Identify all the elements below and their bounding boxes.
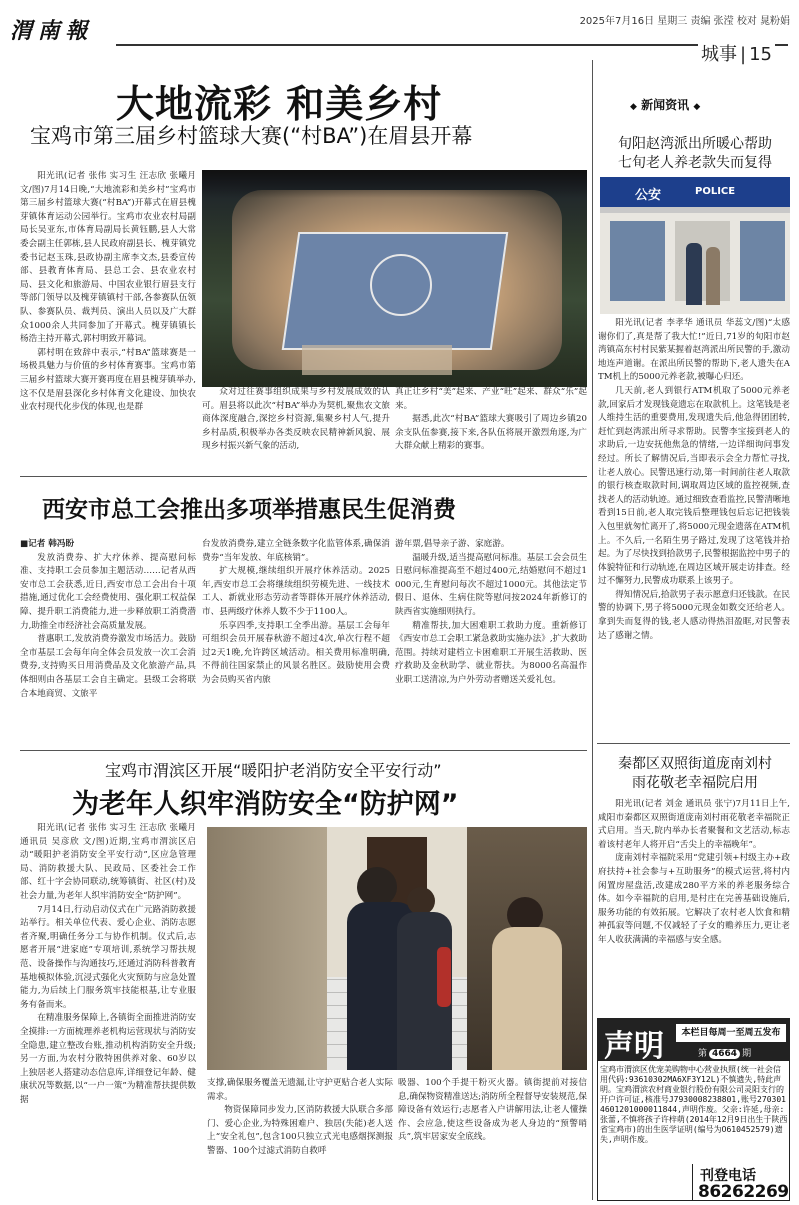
masthead-logo: 渭 南 報	[10, 18, 87, 44]
notice-issue: 第 4664 期	[698, 1049, 752, 1059]
divider	[20, 750, 587, 751]
news-column-tag: ◆ 新闻资讯 ◆	[630, 98, 701, 112]
a2-body: 游年票,倡导亲子游、家庭游。	[395, 539, 510, 549]
a3-body: 7月14日,行动启动仪式在广元路消防救援站举行。相关单位代表、爱心企业、消防志愿者齐聚,明确任务分工与协作机制。仪式后,志愿者开展“进家庭”专项培训,系统学习帮扶规范、设备操作与沟通技巧,还通过消防科普教育基地模拟体验,沉浸式强化火灾预防与应急处置能力,为后续上门服务筑牢技能根基,让专业服务有备而来。	[20, 904, 196, 1010]
a1-body: 阳光讯(记者 张伟 实习生 汪志欣 张曦月 文/图)7月14日晚,“大地流彩和美乡村”宝鸡市第三届乡村篮球大赛(“村BA”)开幕式在眉县槐芽镇体育运动公园举行。宝鸡市农业农村局副局长吴亚东,市体育局副局长黄钰鹏,县人大常委会副主任郭栋,县人民政府副县长、槐芽镇党委书记赵玉珠,县政协副主席李文杰,县委宣传部、县教育体育局、县总工会、县农业农村局、县文化和旅游局、中国农业银行眉县支行等部门领导以及槐芽镇镇村干部,各参赛队伍领队、参赛队员、裁判员、演出人员以及广大群众1000余人共同参加了开幕式。槐芽镇镇长杨浩主持开幕式,郭村明致开幕词。	[20, 171, 196, 345]
n2-body: 庞南刘村幸福院采用“党建引领+村级主办+政府扶持+社会参与+互助服务”的模式运营,将村内闲置房屋盘活,改建成280平方米的养老服务综合体。如今幸福院的启用,是村庄在完善基础设施后,服务功能的有效拓展。它解决了农村老人饮食和精神孤寂等问题,不仅减轻了子女的赡养压力,更让老年人收获满满的幸福感与安全感。	[598, 853, 790, 945]
a3-col1	[20, 822, 196, 1202]
hotline-number: 86262269	[698, 1182, 789, 1202]
a2-body: 普惠职工,发放消费券激发市场活力。鼓励全市基层工会每年向全体会员发放一次工会消费券,支持购买日用消费品及文化旅游产品,具体细则由各基层工会自主确定。县级工会将联合本地商贸、文旅平	[20, 634, 196, 699]
a3-body: 支撑,确保服务覆盖无遗漏,让守护更贴合老人实际需求。	[207, 1078, 393, 1102]
police-sign-english: POLICE	[695, 186, 736, 197]
n2-headline-2: 雨花敬老幸福院启用	[632, 775, 758, 791]
n1-body: 阳光讯(记者 李孝华 通讯员 华蕊文/图)“太感谢你们了,真是帮了我大忙!”近日,71岁的旬阳市赵湾镇高东村村民紫某握着赵湾派出所民警的手,激动地连声道谢。在派出所民警的帮助下,老人遗失在ATM机上的5000元养老款,被曝心归还。	[598, 318, 790, 383]
a3-headline: 为老年人织牢消防安全“防护网”	[72, 789, 459, 820]
a2-col2	[202, 538, 390, 743]
a1-headline: 大地流彩 和美乡村	[116, 82, 443, 126]
a1-body: 真正让乡村“美”起来、产业“旺”起来、群众“乐”起来。	[395, 387, 587, 411]
divider	[20, 476, 587, 477]
a3-body: 吸器、100个手提干粉灭火器。镇街提前对接信息,确保物资精准送达;消防所全程督导安装规范,保障设备有效运行;志愿者入户讲解用法,让老人懂操作、会应急,使这些设备成为老人身边的“预警哨兵”,筑牢居家安全底线。	[398, 1078, 587, 1143]
page-number: 15	[749, 44, 772, 65]
a1-subhead: 宝鸡市第三届乡村篮球大赛(“村BA”)在眉县开幕	[30, 124, 473, 148]
a3-kicker: 宝鸡市渭滨区开展“暖阳护老消防安全平安行动”	[105, 761, 442, 780]
divider	[597, 743, 790, 744]
a1-body: 据悉,此次“村BA”篮球大赛吸引了周边乡镇20余支队伍参赛,接下来,各队伍将展开激烈角逐,为广大群众献上精彩的赛事。	[395, 414, 587, 452]
section-label: 城事	[701, 44, 737, 65]
n1-col	[598, 317, 790, 727]
notice-tag: 本栏目每周一至周五发布	[676, 1024, 786, 1042]
n2-headline-1: 秦都区双照街道庞南刘村	[618, 756, 772, 772]
a2-byline: ■记者 韩冯盼	[20, 539, 75, 549]
a2-body: 精准帮扶,加大困难职工救助力度。重新修订《西安市总工会职工紧急救助实施办法》,扩大救助范围。持续对建档立卡困难职工开展生活救助、医疗救助及金秋助学、就业帮扶。为8000名高温作业职工送清凉,为户外劳动者赠送关爱礼包。	[395, 620, 587, 685]
date-line: 2025年7月16日 星期三 责编 张滢 校对 晁粉娟	[579, 16, 790, 27]
police-station-photo	[600, 177, 790, 314]
hotline-label: 刊登电话	[700, 1168, 756, 1184]
notice-title: 声明	[604, 1029, 664, 1064]
a1-body: 众对过往赛事组织成果与乡村发展成效的认可。眉县将以此次“村BA”举办为契机,聚焦农文旅商体深度融合,深挖乡村资源,集聚乡村人气,提升乡村品质,积极举办各类反映农民精神新风貌、展现乡村振兴新气象的活动,	[202, 387, 390, 452]
news-tag-label: 新闻资讯	[641, 98, 690, 112]
section-name: 城事 | 15	[698, 40, 775, 66]
a3-col2	[207, 1077, 393, 1202]
n2-body: 阳光讯(记者 刘金 通讯员 张宁)7月11日上午,咸阳市秦都区双照街道庞南刘村雨花敬老幸福院正式启用。当天,院内举办长者聚餐和文艺活动,标志着该村老年人将开启“舌尖上的幸福晚年”。	[598, 799, 790, 850]
a2-body: 温暖升级,适当提高慰问标准。基层工会会员生日慰问标准提高至不超过400元,结婚慰问不超过1000元,生育慰问每次不超过1000元。其他法定节假日、退休、生病住院等慰问按2024年新修订的陕西省实施细则执行。	[395, 552, 587, 617]
a2-col3	[395, 538, 587, 743]
a1-col1	[20, 170, 196, 522]
fire-safety-photo	[207, 827, 587, 1070]
notice-text: 宝鸡市渭滨区优宠美购物中心营业执照(统一社会信用代码:93610302MA6XF3Y12L)不慎遗失,特此声明。宝鸡渭滨农村商业银行股份有限公司灵阳支行的开户许可证,核准号J7930008238801,账号2703014601201000011844,声明作废。父亲:许延,母亲:张蕾,不慎将孩子许梓萌(2014年12月9日出生于陕西省宝鸡市)的出生医学证明(编号为O610452579)遗失,声明作废。	[600, 1065, 788, 1144]
n1-body: 几天前,老人到银行ATM机取了5000元养老款,回家后才发现钱竟遗忘在取款机上。这笔钱是老人维持生活的重要费用,发现遗失后,他急得团团转,赶忙到赵湾派出所寻求帮助。民警李宝接到老人的求助后,一边安抚他焦急的情绪,一边详细询问事发经过。所长了解情况后,当即表示会全力帮忙寻找,让老人放心。民警迅速行动,第一时间前往老人取款的银行核查取款时间,调取周边区域的监控视频,查找老人的活动轨迹。通过细致查看监控,民警清晰地看到15日前,老人取完钱后整理钱包后忘记把钱装入包里就匆忙离开了,将5000元现金遗落在ATM机上。不久后,一名陌生男子路过,发现了这笔钱并拾起。为了尽快找到拾款男子,民警根据监控中男子的体貌特征和行动轨迹,在周边区域开展走访排查。经过不懈努力,民警成功联系上该男子。	[598, 385, 790, 587]
masthead-rule	[116, 44, 788, 46]
a2-body: 扩大规模,继续组织开展疗休养活动。2025年,西安市总工会将继续组织劳模先进、一线技术工人、新就业形态劳动者等群体开展疗休养活动,市、县两级疗休养人数不少于1100人。	[202, 566, 390, 617]
n1-body: 得知情况后,拾款男子表示愿意归还钱款。在民警的协调下,男子将5000元现金如数交还给老人。拿到失而复得的钱,老人感动得热泪盈眶,对民警表达了感谢之情。	[598, 589, 790, 641]
a2-body: 乐享四季,支持职工全季出游。基层工会每年可组织会员开展春秋游不超过4次,单次行程不超过2天1晚,允许跨区域活动。相关费用标准明确,不得前往国家禁止的风景名胜区。鼓励使用会费为会员购买省内旅	[202, 620, 390, 685]
basketball-photo	[202, 170, 587, 387]
a2-body: 发放消费券、扩大疗休养、提高慰问标准、支持职工会员参加主题活动……记者从西安市总工会获悉,近日,西安市总工会出台十项措施,通过优化工会经费使用、强化职工权益保障、提升职工消费能力,进一步释放职工消费潜力,助推全市经济社会高质量发展。	[20, 552, 196, 631]
notice-box	[597, 1018, 790, 1201]
a1-body: 郭村明在致辞中表示,“村BA”篮球赛是一场极具魅力与价值的乡村体育赛事。宝鸡市第三届乡村篮球大赛开赛再度在眉县槐芽镇举办,这不仅是眉县深化乡村体育文化建设、加快农业农村现代化步伐的体现,也是群	[20, 347, 196, 413]
a3-body: 阳光讯(记者 张伟 实习生 汪志欣 张曦月 通讯员 吴彦欣 文/图)近期,宝鸡市渭滨区启动“暖阳护老消防安全平安行动”,区应急管理局、消防救援大队、民政局、区委社会工作部、红十字会协同联动,统筹镇街、社区(村)及社会力量,为老年人织牢消防安全“防护网”。	[20, 823, 196, 901]
a2-body: 台发放消费券,建立全链条数字化监管体系,确保消费券“当年发放、年底核销”。	[202, 539, 390, 563]
police-sign-text: 公安	[635, 188, 662, 203]
notice-number: 4664	[709, 1049, 740, 1059]
n1-headline-2: 七旬老人养老款失而复得	[618, 155, 772, 171]
column-divider	[592, 60, 593, 1200]
a2-headline: 西安市总工会推出多项举措惠民生促消费	[42, 497, 456, 523]
n2-col	[598, 798, 790, 1010]
a2-col1	[20, 538, 196, 743]
a3-body: 在精准服务保障上,各镇街全面推进消防安全摸排:一方面梳理养老机构运营现状与消防安全隐患,建立整改台账,推动机构消防安全升级;另一方面,为农村分散特困供养对象、60岁以上独居老人搭建动态信息库,详细登记年龄、健康状况等数据,以“一户一策”为精准帮扶提供数据	[20, 1013, 196, 1105]
n1-headline-1: 旬阳赵湾派出所暖心帮助	[618, 136, 772, 152]
a3-body: 物资保障同步发力,区消防救援大队联合多部门、爱心企业,为特殊困难户、独居(失能)老人送上“安全礼包”,包含100只独立式光电感烟探测报警器、100个过滤式消防自救呼	[207, 1105, 393, 1156]
a3-col3	[398, 1077, 587, 1202]
